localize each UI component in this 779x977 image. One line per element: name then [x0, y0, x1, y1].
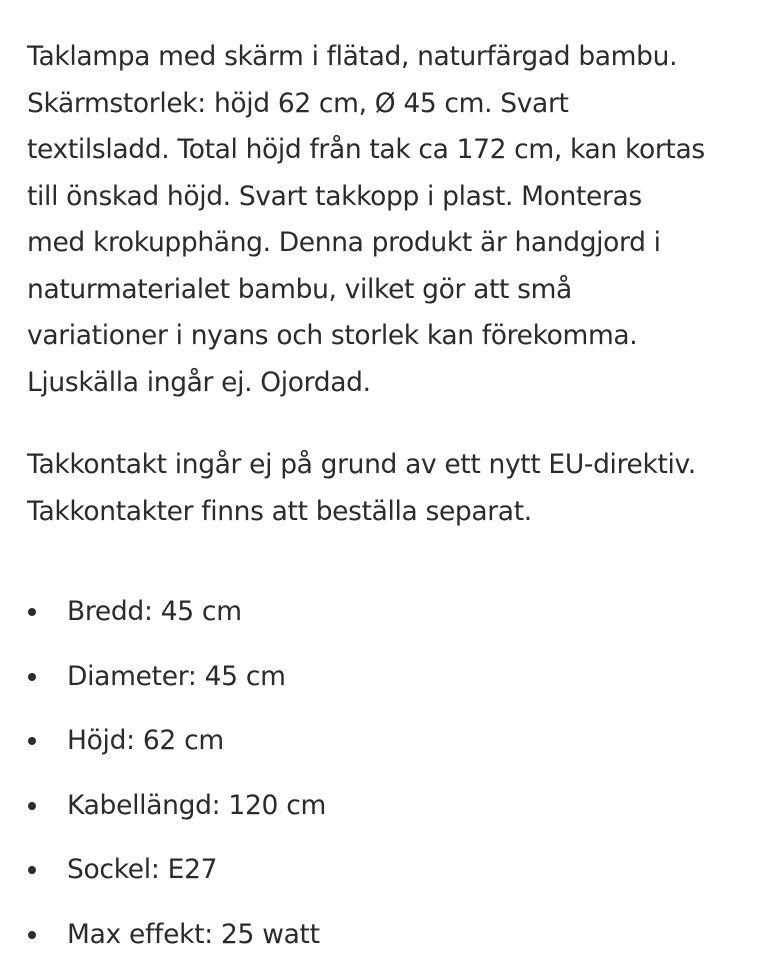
spec-text: Diameter: 45 cm: [67, 660, 286, 692]
description-line: Skärmstorlek: höjd 62 cm, Ø 45 cm. Svart: [27, 87, 569, 119]
bullet-icon: [28, 931, 36, 939]
bullet-icon: [28, 866, 36, 874]
bullet-icon: [28, 802, 36, 810]
note-line: Takkontakt ingår ej på grund av ett nytt EU-direktiv.: [27, 449, 696, 480]
spec-text: Max effekt: 25 watt: [67, 918, 320, 950]
bullet-icon: [28, 608, 36, 616]
product-description: [27, 34, 767, 977]
description-line: Ljuskälla ingår ej. Ojordad.: [27, 366, 371, 398]
bullet-icon: [28, 737, 36, 745]
spec-item-max-power: [27, 913, 767, 957]
description-line: variationer i nyans och storlek kan förekomma.: [27, 320, 638, 351]
bullet-icon: [28, 673, 36, 681]
spec-text: Sockel: E27: [67, 854, 218, 885]
description-line: till önskad höjd. Svart takkopp i plast. Monteras: [27, 180, 642, 212]
spec-item-cable-length: [27, 784, 767, 828]
spec-item-diameter: [27, 655, 767, 699]
spec-item-width: [27, 590, 767, 634]
description-line: textilsladd. Total höjd från tak ca 172 cm, kan kortas: [27, 134, 705, 165]
description-paragraph: [27, 34, 767, 406]
note-line: Takkontakter finns att beställa separat.: [27, 495, 532, 527]
spec-list: [27, 590, 767, 957]
description-line: med krokupphäng. Denna produkt är handgjord i: [27, 227, 661, 258]
spec-text: Bredd: 45 cm: [67, 596, 242, 627]
spec-item-socket: [27, 848, 767, 892]
spec-text: Kabellängd: 120 cm: [67, 789, 327, 821]
spec-text: Höjd: 62 cm: [67, 725, 224, 756]
ceiling-connector-note: [27, 442, 767, 535]
description-line: naturmaterialet bambu, vilket gör att små: [27, 273, 572, 305]
spec-item-height: [27, 719, 767, 763]
description-line: Taklampa med skärm i flätad, naturfärgad bambu.: [27, 41, 678, 72]
